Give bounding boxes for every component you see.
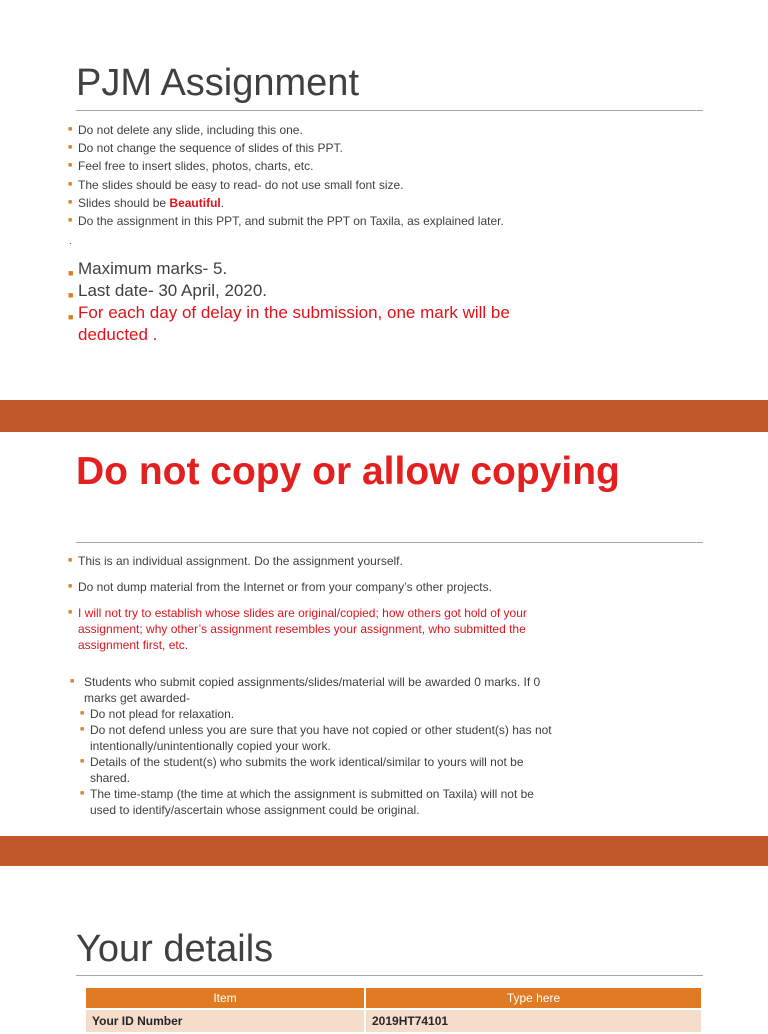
- list-item: ■ Do not dump material from the Internet or from your company’s other projects.: [68, 580, 492, 594]
- title-underline: [76, 542, 703, 543]
- bullet-icon: ■: [68, 290, 74, 300]
- sub-list-item: ■ Do not defend unless you are sure that you have not copied or other student(s) has not intentionally/unintentionally copied your work.: [80, 723, 552, 753]
- list-item: ■ Feel free to insert slides, photos, charts, etc.: [68, 157, 708, 175]
- bullet-icon: ■: [68, 180, 73, 188]
- list-item: ■ Do not change the sequence of slides of this PPT.: [68, 139, 708, 157]
- marks-list: [68, 258, 568, 346]
- bullet-icon: ■: [80, 726, 85, 733]
- bullet-icon: ■: [68, 609, 73, 616]
- bullet-icon: ■: [68, 162, 73, 170]
- list-item: ■ This is an individual assignment. Do the assignment yourself.: [68, 554, 403, 568]
- list-item: ■ I will not try to establish whose slides are original/copied; how others got hold of your assignment; why other’s assignment resembles your assignment, who submitted the assignment first, etc.: [68, 606, 527, 652]
- bullet-icon: ■: [68, 557, 73, 564]
- list-item: ■ Maximum marks- 5.: [68, 258, 568, 280]
- column-header-item: Item: [85, 987, 365, 1009]
- slide-2-title: Do not copy or allow copying: [76, 450, 620, 493]
- bullet-icon: ■: [68, 217, 73, 225]
- beautiful-word: Beautiful: [169, 195, 221, 210]
- copying-list: [68, 579, 588, 595]
- cell-value[interactable]: 2019HT74101: [365, 1009, 702, 1033]
- bullet-icon: ■: [68, 198, 73, 206]
- copying-list: [70, 674, 558, 818]
- list-item: ■ Last date- 30 April, 2020.: [68, 280, 568, 302]
- bullet-icon: ■: [68, 312, 74, 322]
- list-item: ■ Do not delete any slide, including this one.: [68, 121, 708, 139]
- list-item: ■ Slides should be Beautiful.: [68, 194, 708, 212]
- slide-1: [0, 0, 768, 400]
- copying-list: [68, 605, 568, 653]
- list-item: ■ Students who submit copied assignments/slides/material will be awarded 0 marks. If 0 marks get awarded- ■ Do not plead for relaxation. ■ Do not defend unless you are sure that you have not copied or other student(s) has not intentionally/unintentionally copied your work. ■ Details of the student(s) who submits the work identical/similar to yours will not be shared. ■ The time-stamp (the time at which the assignment is submitted on Taxila) will not be used to identify/ascertain whose assignment could be original.: [70, 674, 558, 818]
- bullet-icon: ■: [68, 144, 73, 152]
- list-item: ■ The slides should be easy to read- do not use small font size.: [68, 176, 708, 194]
- stray-dot: .: [69, 236, 72, 247]
- slide-divider: [0, 400, 768, 432]
- copying-list: [68, 553, 568, 569]
- instructions-list: [68, 121, 708, 230]
- bullet-icon: ■: [70, 678, 75, 685]
- sub-list-item: ■ The time-stamp (the time at which the assignment is submitted on Taxila) will not be used to identify/ascertain whose assignment could be original.: [80, 787, 534, 817]
- cell-item: Your ID Number: [85, 1009, 365, 1033]
- table-header-row: [85, 987, 702, 1009]
- details-table: [84, 986, 703, 1034]
- slide-1-title: PJM Assignment: [76, 62, 359, 104]
- bullet-icon: ■: [80, 790, 85, 797]
- title-underline: [76, 975, 703, 976]
- column-header-type-here: Type here: [365, 987, 702, 1009]
- list-item: ■ For each day of delay in the submission, one mark will be deducted .: [68, 303, 510, 344]
- sublist: [80, 706, 558, 818]
- bullet-icon: ■: [80, 710, 85, 717]
- title-underline: [76, 110, 703, 111]
- bullet-icon: ■: [68, 583, 73, 590]
- table-row: [85, 1009, 702, 1033]
- list-item: ■ Do the assignment in this PPT, and submit the PPT on Taxila, as explained later.: [68, 212, 708, 230]
- bullet-icon: ■: [68, 268, 74, 278]
- sub-list-item: ■ Details of the student(s) who submits the work identical/similar to yours will not be shared.: [80, 755, 524, 785]
- slide-divider: [0, 836, 768, 866]
- slide-3-title: Your details: [76, 928, 274, 970]
- bullet-icon: ■: [80, 758, 85, 765]
- sub-list-item: ■ Do not plead for relaxation.: [80, 707, 235, 721]
- bullet-icon: ■: [68, 126, 73, 133]
